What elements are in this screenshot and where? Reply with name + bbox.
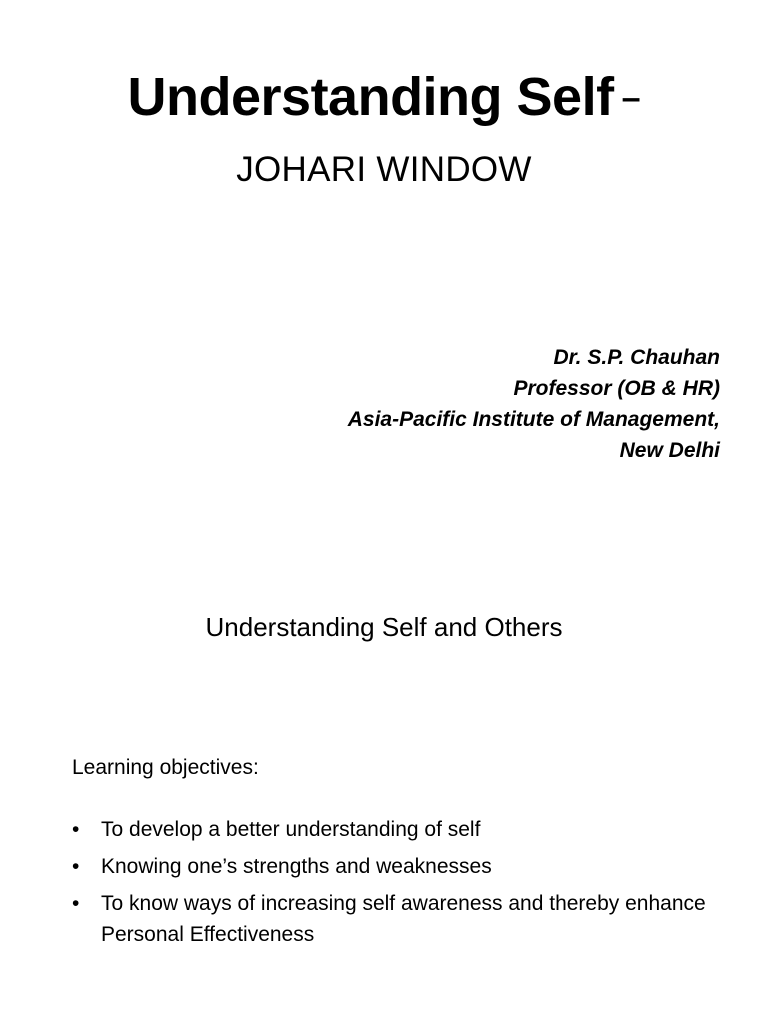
list-item xyxy=(72,814,712,845)
list-item xyxy=(72,888,712,950)
author-block xyxy=(160,342,720,466)
author-institute: Asia-Pacific Institute of Management, xyxy=(347,408,720,431)
bullet-icon: • xyxy=(72,818,80,841)
bullet-icon: • xyxy=(72,892,80,915)
section-heading: Understanding Self and Others xyxy=(205,612,563,642)
author-city: New Delhi xyxy=(619,439,720,462)
objective-text: To develop a better understanding of self xyxy=(101,818,481,841)
bullet-icon: • xyxy=(72,855,80,878)
objectives-list xyxy=(72,814,712,956)
author-name: Dr. S.P. Chauhan xyxy=(553,346,720,369)
objective-text: Knowing one’s strengths and weaknesses xyxy=(101,855,492,878)
objectives-label: Learning objectives: xyxy=(72,756,259,779)
objective-text: To know ways of increasing self awareness and thereby enhance Personal Effectiveness xyxy=(101,892,706,946)
slide-title: Understanding Self xyxy=(127,67,614,127)
list-item xyxy=(72,851,712,882)
title-dash: – xyxy=(621,79,641,117)
title-line xyxy=(0,66,768,128)
author-position: Professor (OB & HR) xyxy=(513,377,720,400)
slide-subtitle: JOHARI WINDOW xyxy=(236,150,532,189)
